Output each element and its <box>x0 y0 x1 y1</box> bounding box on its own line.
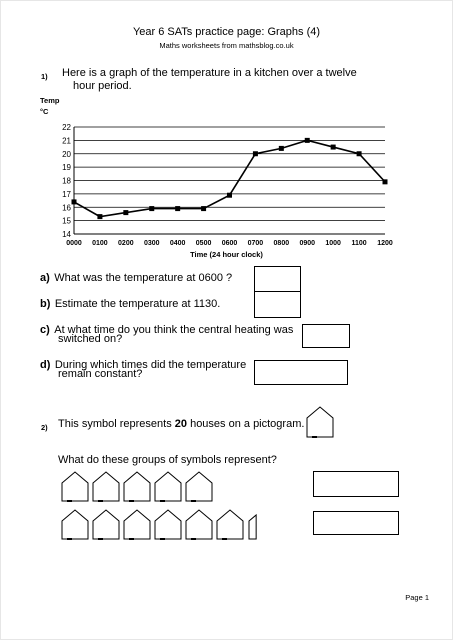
x-tick-label: 1200 <box>377 240 393 247</box>
x-tick-label: 0200 <box>118 240 134 247</box>
question-1b-letter: b) <box>40 298 51 310</box>
page-number: Page 1 <box>405 593 429 602</box>
x-tick-label: 0400 <box>169 240 186 247</box>
house-icon <box>93 510 119 539</box>
question-1b-text: Estimate the temperature at 1130. <box>54 298 221 310</box>
house-icon <box>155 472 181 501</box>
y-axis-title-line2: °C <box>40 107 49 116</box>
x-tick-label: 1100 <box>351 240 367 247</box>
question-2-prompt: What do these groups of symbols represent? <box>58 454 277 466</box>
x-tick-label: 0900 <box>299 240 316 247</box>
y-tick-label: 15 <box>62 216 71 226</box>
answer-box-2a[interactable] <box>313 471 399 497</box>
house-icon <box>217 510 243 539</box>
x-tick-label: 0000 <box>66 240 82 247</box>
question-2-number: 2) <box>41 423 48 432</box>
x-tick-label: 0100 <box>92 240 108 247</box>
y-tick-label: 22 <box>62 123 71 132</box>
x-tick-label: 0700 <box>247 240 264 247</box>
question-2-text-before: This symbol represents <box>58 418 175 430</box>
question-1-text-line2: hour period. <box>73 80 132 92</box>
question-1c-letter: c) <box>40 324 50 336</box>
house-icon <box>124 510 150 539</box>
house-icon <box>186 510 212 539</box>
house-icon <box>124 472 150 501</box>
y-tick-label: 19 <box>62 163 71 173</box>
x-axis-title: Time (24 hour clock) <box>190 250 263 259</box>
y-tick-label: 20 <box>62 149 71 159</box>
question-1c-text-line2: switched on? <box>58 333 123 345</box>
x-tick-label: 0800 <box>273 240 290 247</box>
house-icon <box>93 472 119 501</box>
x-tick-label: 1000 <box>325 240 341 247</box>
question-1-text-line1: Here is a graph of the temperature in a kitchen over a twelve <box>62 67 357 79</box>
x-tick-label: 0500 <box>195 240 212 247</box>
partial-house-icon <box>249 515 256 539</box>
house-icon <box>186 472 212 501</box>
question-1a-letter: a) <box>40 272 50 284</box>
answer-box-2b[interactable] <box>313 511 399 535</box>
x-tick-label: 0600 <box>221 240 238 247</box>
page-subtitle: Maths worksheets from mathsblog.co.uk <box>159 41 294 50</box>
page-title: Year 6 SATs practice page: Graphs (4) <box>132 26 321 38</box>
house-icon <box>62 472 88 501</box>
x-tick-label: 0300 <box>143 240 160 247</box>
y-tick-label: 21 <box>62 136 71 146</box>
question-1-number: 1) <box>41 72 48 81</box>
question-1d-letter: d) <box>40 359 51 371</box>
y-tick-label: 17 <box>62 189 71 199</box>
house-icon <box>155 510 181 539</box>
house-icon <box>62 510 88 539</box>
question-2-text-bold: 20 <box>174 418 188 430</box>
y-tick-label: 14 <box>62 230 71 239</box>
question-1d-text-line2: remain constant? <box>58 368 143 380</box>
question-1a-text: What was the temperature at 0600 ? <box>54 272 233 284</box>
question-1c-text-line1: At what time do you think the central heating was <box>54 324 294 336</box>
y-tick-label: 18 <box>62 176 71 186</box>
y-tick-label: 16 <box>62 203 71 213</box>
y-axis-title-line1: Temp <box>40 96 60 105</box>
question-1d-text-line1: During which times did the temperature <box>54 359 247 371</box>
question-2-text-after: houses on a pictogram. <box>187 418 305 430</box>
